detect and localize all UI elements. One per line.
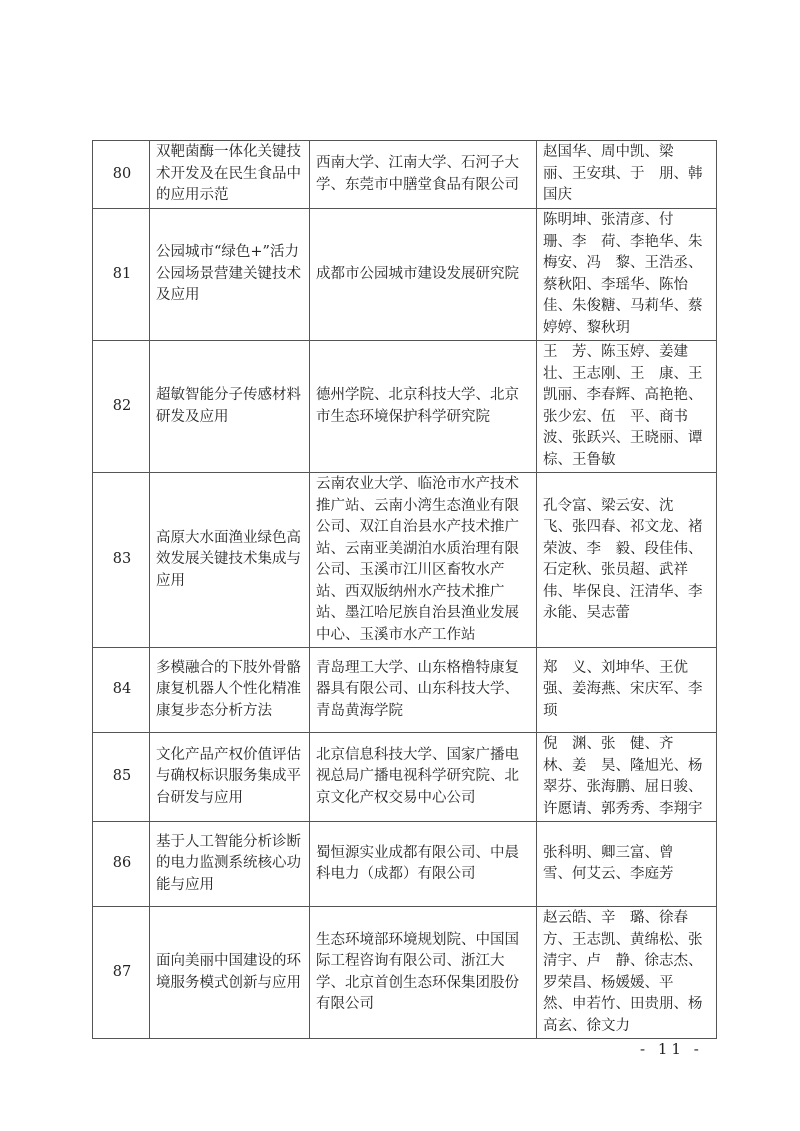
table-row: [93, 341, 717, 473]
row-number: 86: [93, 822, 150, 907]
completing-people: 倪 渊、张 健、齐 林、姜 昊、隆旭光、杨翠芬、张海鹏、屈日骏、许愿请、郭秀秀、李翔宇: [537, 733, 717, 822]
project-name: 基于人工智能分析诊断的电力监测系统核心功能与应用: [150, 822, 310, 907]
row-number: 80: [93, 141, 150, 209]
completing-people: 孔令富、梁云安、沈 飞、张四春、祁文龙、褚荣波、李 毅、段佳伟、石定秋、张员超、武祥伟、毕保良、汪清华、李永能、吴志蕾: [537, 473, 717, 648]
project-name: 面向美丽中国建设的环境服务模式创新与应用: [150, 907, 310, 1039]
project-name: 超敏智能分子传感材料研发及应用: [150, 341, 310, 473]
completing-people: 王 芳、陈玉婷、姜建壮、王志刚、王 康、王凯丽、李春辉、高艳艳、张少宏、伍 平、商书波、张跃兴、王晓丽、谭 棕、王鲁敏: [537, 341, 717, 473]
row-number: 82: [93, 341, 150, 473]
completing-units: 生态环境部环境规划院、中国国际工程咨询有限公司、浙江大学、北京首创生态环保集团股份有限公司: [310, 907, 537, 1039]
completing-units: 云南农业大学、临沧市水产技术推广站、云南小湾生态渔业有限公司、双江自治县水产技术推广站、云南亚美湖泊水质治理有限公司、玉溪市江川区畜牧水产站、西双版纳州水产技术推广站、墨江哈尼族自治县渔业发展中心、玉溪市水产工作站: [310, 473, 537, 648]
completing-people: 赵国华、周中凯、梁 丽、王安琪、于 朋、韩国庆: [537, 141, 717, 209]
row-number: 83: [93, 473, 150, 648]
project-name: 文化产品产权价值评估与确权标识服务集成平台研发与应用: [150, 733, 310, 822]
completing-units: 成都市公园城市建设发展研究院: [310, 209, 537, 341]
project-name: 高原大水面渔业绿色高效发展关键技术集成与应用: [150, 473, 310, 648]
completing-people: 郑 义、刘坤华、王优强、姜海燕、宋庆军、李 顼: [537, 648, 717, 733]
table-row: [93, 473, 717, 648]
table-row: [93, 822, 717, 907]
completing-units: 西南大学、江南大学、石河子大学、东莞市中膳堂食品有限公司: [310, 141, 537, 209]
project-name: 多模融合的下肢外骨骼康复机器人个性化精准康复步态分析方法: [150, 648, 310, 733]
completing-units: 北京信息科技大学、国家广播电视总局广播电视科学研究院、北京文化产权交易中心公司: [310, 733, 537, 822]
completing-units: 蜀恒源实业成都有限公司、中晨科电力（成都）有限公司: [310, 822, 537, 907]
table-row: [93, 209, 717, 341]
completing-people: 张科明、卿三富、曾 雪、何艾云、李庭芳: [537, 822, 717, 907]
project-name: 公园城市“绿色+”活力公园场景营建关键技术及应用: [150, 209, 310, 341]
page-number: - 11 -: [640, 1040, 703, 1058]
completing-units: 德州学院、北京科技大学、北京市生态环境保护科学研究院: [310, 341, 537, 473]
table-row: [93, 648, 717, 733]
row-number: 85: [93, 733, 150, 822]
awards-table: [92, 140, 717, 1039]
table-row: [93, 141, 717, 209]
completing-units: 青岛理工大学、山东格橹特康复器具有限公司、山东科技大学、青岛黄海学院: [310, 648, 537, 733]
row-number: 84: [93, 648, 150, 733]
project-name: 双靶菌酶一体化关键技术开发及在民生食品中的应用示范: [150, 141, 310, 209]
completing-people: 赵云皓、辛 璐、徐春方、王志凯、黄绵松、张清宇、卢 静、徐志杰、罗荣昌、杨媛媛、平 然、申若竹、田贵朋、杨高玄、徐文力: [537, 907, 717, 1039]
table-row: [93, 733, 717, 822]
completing-people: 陈明坤、张清彦、付 珊、李 荷、李艳华、朱梅安、冯 黎、王浩丞、蔡秋阳、李瑶华、陈怡佳、朱俊糖、马莉华、蔡婷婷、黎秋玥: [537, 209, 717, 341]
row-number: 81: [93, 209, 150, 341]
row-number: 87: [93, 907, 150, 1039]
table-row: [93, 907, 717, 1039]
